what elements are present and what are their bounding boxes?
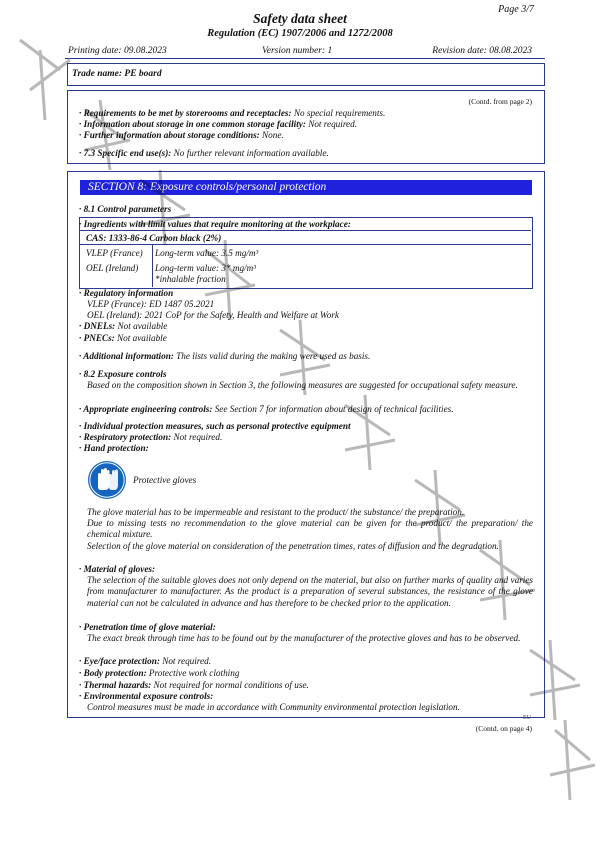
header-rule bbox=[65, 58, 545, 59]
exposure-controls-heading: · 8.2 Exposure controls bbox=[79, 369, 167, 379]
thermal-hazards-line: · Thermal hazards: Not required for normal conditions of use. bbox=[79, 680, 309, 690]
table-row-value: Long-term value: 3* mg/m³ bbox=[155, 263, 256, 273]
glove-paragraph: The glove material has to be impermeable and resistant to the product/ the substance/ the preparation. bbox=[87, 507, 465, 517]
material-of-gloves-heading: · Material of gloves: bbox=[79, 564, 156, 574]
table-row-note: *inhalable fraction bbox=[155, 274, 226, 284]
environmental-controls-text: Control measures must be made in accordance with Community environmental protection legislation. bbox=[87, 702, 460, 712]
environmental-controls-heading: · Environmental exposure controls: bbox=[79, 691, 214, 701]
table-cas: CAS: 1333-86-4 Carbon black (2%) bbox=[86, 233, 222, 243]
table-row-value: Long-term value: 3.5 mg/m³ bbox=[155, 248, 259, 258]
section7-line: · Further information about storage conditions: None. bbox=[79, 130, 284, 140]
regulation-subtitle: Regulation (EC) 1907/2006 and 1272/2008 bbox=[207, 28, 393, 39]
section7-line: · 7.3 Specific end use(s): No further relevant information available. bbox=[79, 148, 329, 158]
engineering-controls-line: · Appropriate engineering controls: See Section 7 for information about design of technical facilities. bbox=[79, 404, 454, 414]
page-number: Page 3/7 bbox=[498, 4, 534, 15]
dnels-line: · DNELs: Not available bbox=[79, 321, 168, 331]
respiratory-protection-line: · Respiratory protection: Not required. bbox=[79, 432, 223, 442]
eu-mark: EU bbox=[523, 715, 531, 721]
control-parameters-heading: · 8.1 Control parameters bbox=[79, 204, 172, 214]
gloves-caption: Protective gloves bbox=[133, 475, 197, 485]
glove-paragraph: Due to missing tests no recommendation to the glove material can be given for the product/ the preparation/ the chemical mixture. bbox=[87, 518, 533, 540]
protective-gloves-icon bbox=[87, 460, 127, 500]
body-protection-line: · Body protection: Protective work clothing bbox=[79, 668, 240, 678]
regulatory-line: OEL (Ireland): 2021 CoP for the Safety, Health and Welfare at Work bbox=[87, 310, 339, 320]
regulatory-line: VLEP (France): ED 1487 05.2021 bbox=[87, 299, 215, 309]
exposure-controls-text: Based on the composition shown in Section 3, the following measures are suggested for occupational safety measure. bbox=[87, 380, 518, 390]
table-column-divider bbox=[152, 245, 153, 287]
section8-title: SECTION 8: Exposure controls/personal protection bbox=[88, 181, 327, 193]
contd-from-page: (Contd. from page 2) bbox=[468, 97, 532, 106]
penetration-time-text: The exact break through time has to be found out by the manufacturer of the protective gloves and has to be observed. bbox=[87, 633, 521, 643]
table-row-country: OEL (Ireland) bbox=[86, 263, 139, 273]
eye-protection-line: · Eye/face protection: Not required. bbox=[79, 656, 212, 666]
document-title: Safety data sheet bbox=[253, 11, 347, 26]
section7-line: · Information about storage in one common storage facility: Not required. bbox=[79, 119, 358, 129]
penetration-time-heading: · Penetration time of glove material: bbox=[79, 622, 216, 632]
section7-line: · Requirements to be met by storerooms and receptacles: No special requirements. bbox=[79, 108, 386, 118]
hand-protection-heading: · Hand protection: bbox=[79, 443, 149, 453]
contd-on-page: (Contd. on page 4) bbox=[475, 724, 532, 733]
revision-date: Revision date: 08.08.2023 bbox=[432, 46, 532, 56]
table-row-country: VLEP (France) bbox=[86, 248, 143, 258]
pnecs-line: · PNECs: Not available bbox=[79, 333, 167, 343]
trade-name: Trade name: PE board bbox=[72, 69, 162, 79]
version-number: Version number: 1 bbox=[262, 46, 333, 56]
table-title: · Ingredients with limit values that require monitoring at the workplace: bbox=[79, 219, 351, 229]
additional-info-line: · Additional information: The lists valid during the making were used as basis. bbox=[79, 351, 371, 361]
printing-date: Printing date: 09.08.2023 bbox=[68, 46, 167, 56]
material-of-gloves-text: The selection of the suitable gloves does not only depend on the material, but also on further marks of quality and varies from manufacturer to manufacturer. As the product is a preparation of several substances, the resistance of the glove material can not be calculated in advance and has therefore to be checked prior to the application. bbox=[87, 575, 533, 608]
regulatory-heading: · Regulatory information bbox=[79, 288, 174, 298]
glove-paragraph: Selection of the glove material on consideration of the penetration times, rates of diffusion and the degradation. bbox=[87, 541, 499, 551]
individual-protection-heading: · Individual protection measures, such as personal protective equipment bbox=[79, 421, 351, 431]
